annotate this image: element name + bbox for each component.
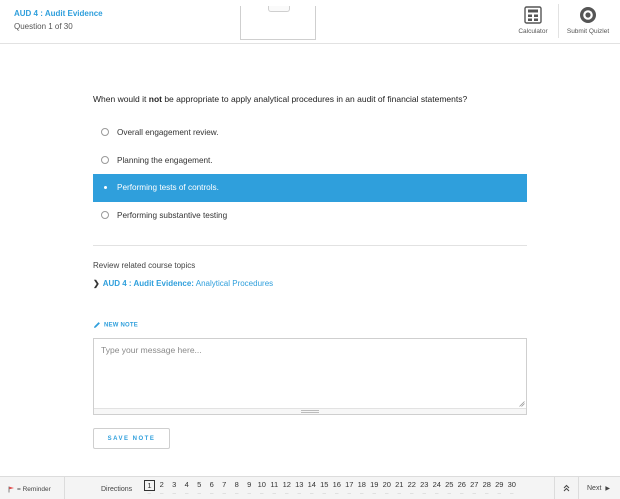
caret-right-icon: ▶	[605, 486, 611, 492]
quiz-header	[0, 0, 620, 44]
question-number-label: 22	[407, 480, 416, 489]
question-number-label: 21	[395, 480, 404, 489]
quiz-title: AUD 4 : Audit Evidence	[14, 9, 103, 18]
question-status-mark: —	[335, 491, 339, 495]
question-number-label: 12	[282, 480, 291, 489]
question-number-2[interactable]	[156, 478, 169, 499]
question-number-4[interactable]	[181, 478, 194, 499]
question-number-label: 27	[470, 480, 479, 489]
note-textarea[interactable]	[94, 339, 526, 409]
radio-button[interactable]	[101, 183, 109, 191]
question-status-mark: —	[247, 491, 251, 495]
flag-icon	[8, 486, 15, 493]
new-note-heading	[93, 321, 138, 329]
question-status-mark: —	[297, 491, 301, 495]
section-divider	[93, 245, 527, 246]
question-number-1[interactable]	[143, 478, 156, 499]
chevron-right-icon: ❯	[93, 279, 100, 288]
question-number-11[interactable]	[268, 478, 281, 499]
question-number-14[interactable]	[306, 478, 319, 499]
answer-option-1[interactable]	[93, 119, 527, 147]
question-number-label: 15	[320, 480, 329, 489]
question-number-label: 23	[420, 480, 429, 489]
question-status-mark: —	[485, 491, 489, 495]
question-status-mark: —	[260, 491, 264, 495]
calculator-label: Calculator	[518, 28, 548, 35]
question-status-mark: —	[322, 491, 326, 495]
question-text	[93, 94, 533, 104]
question-status-mark: —	[210, 491, 214, 495]
radio-button[interactable]	[101, 211, 109, 219]
question-number-8[interactable]	[231, 478, 244, 499]
tool-divider	[558, 4, 559, 38]
question-prefix: When would it	[93, 94, 149, 104]
question-status-mark: —	[472, 491, 476, 495]
question-number-label: 18	[357, 480, 366, 489]
footer-divider	[554, 477, 555, 499]
question-number-7[interactable]	[218, 478, 231, 499]
question-status-mark: —	[310, 491, 314, 495]
answer-label: Planning the engagement.	[117, 155, 213, 165]
review-link-topic: Analytical Procedures	[193, 279, 274, 288]
question-status-mark: —	[272, 491, 276, 495]
question-number-15[interactable]	[318, 478, 331, 499]
question-status-mark: —	[172, 491, 176, 495]
next-button[interactable]	[587, 485, 610, 492]
question-status-mark: —	[422, 491, 426, 495]
calculator-button[interactable]	[510, 6, 556, 35]
question-number-25[interactable]	[443, 478, 456, 499]
answer-options	[93, 119, 527, 229]
question-number-12[interactable]	[281, 478, 294, 499]
question-status-mark: —	[347, 491, 351, 495]
question-status-mark: —	[385, 491, 389, 495]
note-editor	[93, 338, 527, 415]
note-resize-bar[interactable]	[94, 408, 526, 414]
question-number-label: 20	[382, 480, 391, 489]
pencil-icon	[93, 321, 101, 329]
footer-divider	[64, 477, 65, 499]
submit-icon	[579, 6, 597, 24]
radio-button[interactable]	[101, 156, 109, 164]
question-number-label: 9	[247, 480, 252, 489]
answer-label: Performing tests of controls.	[117, 183, 219, 192]
question-progress: Question 1 of 30	[14, 22, 73, 31]
center-panel-tab[interactable]	[240, 6, 316, 40]
question-number-5[interactable]	[193, 478, 206, 499]
question-number-label: 16	[332, 480, 341, 489]
question-status-mark: —	[147, 491, 151, 495]
question-number-22[interactable]	[406, 478, 419, 499]
question-status-mark: —	[372, 491, 376, 495]
answer-option-3[interactable]	[93, 174, 527, 202]
calculator-icon	[524, 6, 542, 24]
question-number-label: 25	[445, 480, 454, 489]
review-link-module: AUD 4 : Audit Evidence:	[102, 279, 194, 288]
question-status-mark: —	[460, 491, 464, 495]
save-note-button[interactable]: SAVE NOTE	[93, 428, 170, 449]
question-number-label: 3	[172, 480, 177, 489]
reminder-label: = Reminder	[17, 486, 51, 494]
question-number-18[interactable]	[356, 478, 369, 499]
question-number-28[interactable]	[481, 478, 494, 499]
question-number-17[interactable]	[343, 478, 356, 499]
question-number-label: 1	[144, 480, 155, 491]
expand-up-button[interactable]	[563, 484, 570, 494]
resize-corner-icon[interactable]	[519, 401, 525, 407]
answer-option-4[interactable]	[93, 202, 527, 230]
question-navigator	[143, 478, 518, 499]
question-number-label: 19	[370, 480, 379, 489]
chevron-up-double-icon	[563, 484, 570, 492]
footer-nav	[0, 476, 620, 499]
resize-grip-icon	[301, 410, 319, 413]
question-number-label: 30	[507, 480, 516, 489]
question-number-20[interactable]	[381, 478, 394, 499]
question-status-mark: —	[397, 491, 401, 495]
next-label: Next	[587, 485, 602, 492]
question-status-mark: —	[410, 491, 414, 495]
question-status-mark: —	[235, 491, 239, 495]
question-number-label: 11	[270, 480, 279, 489]
footer-divider	[578, 477, 579, 499]
new-note-label: NEW NOTE	[104, 322, 138, 329]
question-number-24[interactable]	[431, 478, 444, 499]
submit-label: Submit Quizlet	[566, 28, 610, 35]
question-number-label: 2	[159, 480, 164, 489]
answer-label: Performing substantive testing	[117, 210, 228, 220]
question-number-label: 24	[432, 480, 441, 489]
question-status-mark: —	[497, 491, 501, 495]
question-number-label: 5	[197, 480, 202, 489]
review-topic-link[interactable]	[93, 279, 273, 288]
question-number-label: 13	[295, 480, 304, 489]
answer-label: Overall engagement review.	[117, 128, 219, 137]
question-status-mark: —	[285, 491, 289, 495]
question-number-16[interactable]	[331, 478, 344, 499]
question-number-23[interactable]	[418, 478, 431, 499]
question-number-21[interactable]	[393, 478, 406, 499]
question-status-mark: —	[185, 491, 189, 495]
question-number-label: 26	[457, 480, 466, 489]
question-status-mark: —	[510, 491, 514, 495]
answer-option-2[interactable]	[93, 147, 527, 175]
question-number-29[interactable]	[493, 478, 506, 499]
question-emphasis: not	[148, 94, 162, 104]
question-number-label: 4	[184, 480, 189, 489]
radio-button[interactable]	[101, 128, 109, 136]
question-number-label: 10	[257, 480, 266, 489]
question-status-mark: —	[447, 491, 451, 495]
question-number-label: 6	[209, 480, 214, 489]
question-number-9[interactable]	[243, 478, 256, 499]
question-number-26[interactable]	[456, 478, 469, 499]
question-number-6[interactable]	[206, 478, 219, 499]
question-status-mark: —	[160, 491, 164, 495]
question-number-label: 17	[345, 480, 354, 489]
question-number-27[interactable]	[468, 478, 481, 499]
question-number-label: 29	[495, 480, 504, 489]
question-number-10[interactable]	[256, 478, 269, 499]
question-number-label: 14	[307, 480, 316, 489]
reminder-legend	[8, 486, 51, 493]
question-number-30[interactable]	[506, 478, 519, 499]
question-status-mark: —	[222, 491, 226, 495]
question-number-label: 28	[482, 480, 491, 489]
question-status-mark: —	[360, 491, 364, 495]
question-suffix: be appropriate to apply analytical procedures in an audit of financial statements?	[161, 94, 468, 104]
question-number-label: 7	[222, 480, 227, 489]
question-number-19[interactable]	[368, 478, 381, 499]
panel-handle[interactable]	[268, 6, 290, 12]
review-heading: Review related course topics	[93, 261, 196, 270]
submit-quizlet-button[interactable]	[562, 6, 614, 35]
question-status-mark: —	[435, 491, 439, 495]
question-number-3[interactable]	[168, 478, 181, 499]
question-number-13[interactable]	[293, 478, 306, 499]
question-number-label: 8	[234, 480, 239, 489]
question-status-mark: —	[197, 491, 201, 495]
directions-button[interactable]: Directions	[101, 486, 133, 493]
